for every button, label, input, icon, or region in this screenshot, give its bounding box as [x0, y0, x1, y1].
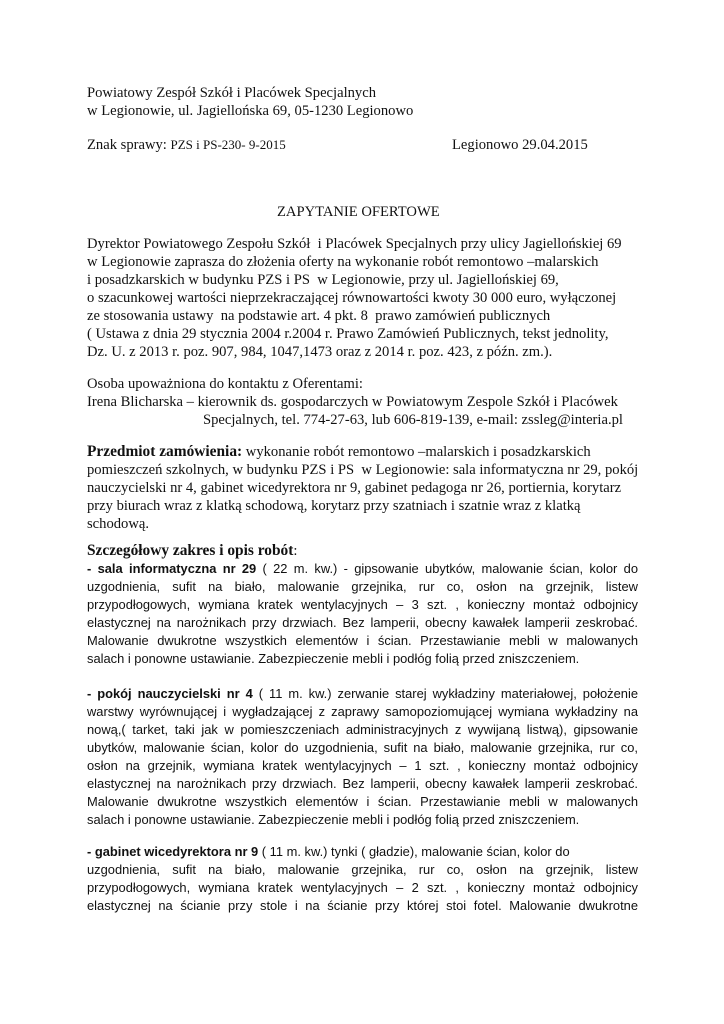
item-line: elastycznej na ścianie przy stole i na ścianie przy której stoi fotel. Malowanie dwukrotne	[87, 898, 638, 913]
subject-label: Przedmiot zamówienia:	[87, 443, 243, 460]
item-line: uzgodnienia, sufit na biało, malowanie grzejnika, rur co, osłon na grzejnik, listew	[87, 862, 638, 877]
item-first-line	[87, 560, 638, 578]
intro-line: ze stosowania ustawy na podstawie art. 4 pkt. 8 prawo zamówień publicznych	[87, 308, 551, 324]
case-reference	[87, 136, 286, 154]
subject-first-line	[87, 443, 591, 461]
case-number: PZS i PS-230- 9-2015	[170, 137, 286, 152]
item-heading: - sala informatyczna nr 29	[87, 561, 257, 576]
item-line: salach i ponowne ustawianie. Zabezpieczenie mebli i podłóg folią przed zniszczeniem.	[87, 812, 580, 827]
case-label: Znak sprawy:	[87, 137, 171, 153]
subject-line: schodową.	[87, 516, 150, 532]
subject-line: pomieszczeń szkolnych, w budynku PZS i PS w Legionowie: sala informatyczna nr 29, pokój	[87, 462, 639, 478]
item-heading: - gabinet wicedyrektora nr 9	[87, 844, 259, 859]
item-line: uzgodnienia, sufit na biało, malowanie grzejnika, rur co, osłon na grzejnik, listew	[87, 579, 638, 594]
item-line: przypodłogowych, wymiana kratek wentylacyjnych – 3 szt. , konieczny montaż odbojnicy	[87, 597, 638, 612]
item-text: ( 22 m. kw.) - gipsowanie ubytków, malowanie ścian, kolor do	[256, 561, 638, 576]
details-heading-label: Szczegółowy zakres i opis robót	[87, 542, 294, 559]
contact-details: Specjalnych, tel. 774-27-63, lub 606-819-139, e-mail: zssleg@interia.pl	[203, 412, 623, 428]
intro-line: Dz. U. z 2013 r. poz. 907, 984, 1047,1473 oraz z 2014 r. poz. 423, z późn. zm.).	[87, 344, 553, 360]
place-date: Legionowo 29.04.2015	[452, 137, 588, 153]
item-heading: - pokój nauczycielski nr 4	[87, 686, 253, 701]
contact-label: Osoba upoważniona do kontaktu z Oferentami:	[87, 376, 363, 392]
intro-line: ( Ustawa z dnia 29 stycznia 2004 r.2004 r. Prawo Zamówień Publicznych, tekst jednolity,	[87, 326, 609, 342]
item-line: Malowanie dwukrotne wszystkich elementów i ścian. Przestawianie mebli w malowanych	[87, 633, 638, 648]
details-heading-suffix: :	[293, 543, 298, 559]
item-line: Malowanie dwukrotne wszystkich elementów i ścian. Przestawianie mebli w malowanych	[87, 794, 638, 809]
item-first-line	[87, 685, 638, 703]
subject-text: wykonanie robót remontowo –malarskich i posadzkarskich	[242, 444, 591, 460]
contact-person: Irena Blicharska – kierownik ds. gospodarczych w Powiatowym Zespole Szkół i Placówek	[87, 394, 618, 410]
intro-line: Dyrektor Powiatowego Zespołu Szkół i Placówek Specjalnych przy ulicy Jagiellońskiej 69	[87, 236, 622, 252]
institution-address: w Legionowie, ul. Jagiellońska 69, 05-1230 Legionowo	[87, 103, 414, 119]
intro-line: w Legionowie zaprasza do złożenia oferty na wykonanie robót remontowo –malarskich	[87, 254, 599, 270]
document-title: ZAPYTANIE OFERTOWE	[277, 204, 440, 220]
intro-line: i posadzkarskich w budynku PZS i PS w Legionowie, przy ul. Jagiellońskiej 69,	[87, 272, 559, 288]
subject-line: nauczycielski nr 4, gabinet wicedyrektora nr 9, gabinet pedagoga nr 26, portiernia, korytarz	[87, 480, 622, 496]
item-line: warstwy wyrównującej i wygładzającej z zaprawy samopoziomującej wymiana wykładziny na	[87, 704, 638, 719]
intro-line: o szacunkowej wartości nieprzekraczającej równowartości kwoty 30 000 euro, wyłączonej	[87, 290, 617, 306]
item-line: salach i ponowne ustawianie. Zabezpieczenie mebli i podłóg folią przed zniszczeniem.	[87, 651, 580, 666]
item-line: osłon na grzejnik, wymiana kratek wentylacyjnych – 1 szt. , konieczny montaż odbojnicy	[87, 758, 638, 773]
item-text: ( 11 m. kw.) tynki ( gładzie), malowanie ścian, kolor do	[258, 844, 570, 859]
item-first-line	[87, 843, 638, 861]
item-line: elastycznej na narożnikach przy drzwiach. Bez lamperii, obecny kawałek lamperii zeskrobać.	[87, 776, 638, 791]
institution-name: Powiatowy Zespół Szkół i Placówek Specjalnych	[87, 85, 376, 101]
subject-line: przy biurach wraz z klatką schodową, korytarz przy szatniach i szatnie wraz z klatką	[87, 498, 581, 514]
item-line: przypodłogowych, wymiana kratek wentylacyjnych – 2 szt. , konieczny montaż odbojnicy	[87, 880, 638, 895]
item-line: nową,( tarket, taki jak w pomieszczeniach administracyjnych z wywijaną listwą), gipsowanie	[87, 722, 638, 737]
item-text: ( 11 m. kw.) zerwanie starej wykładziny materiałowej, położenie	[252, 686, 638, 701]
item-line: elastycznej na narożnikach przy drzwiach. Bez lamperii, obecny kawałek lamperii zeskrobać.	[87, 615, 638, 630]
details-heading	[87, 542, 297, 560]
item-line: ubytków, malowanie ścian, kolor do uzgodnienia, sufit na biało, malowanie grzejnika, rur co,	[87, 740, 638, 755]
